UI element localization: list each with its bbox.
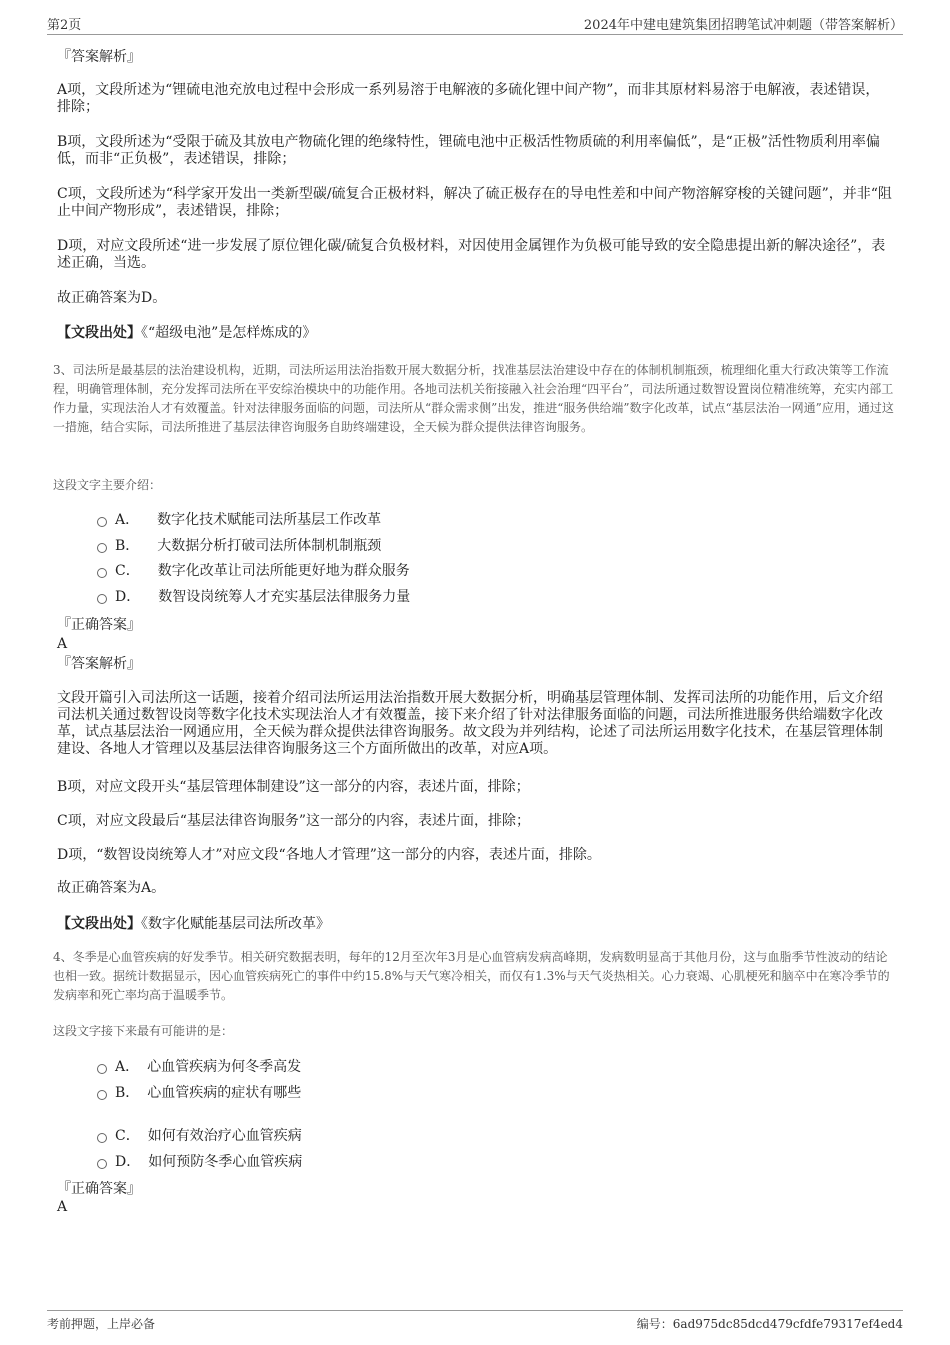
q3-conclusion: 故正确答案为A。 [57, 880, 166, 896]
radio-icon[interactable] [97, 543, 107, 553]
q4-option-b[interactable]: B． 心血管疾病的症状有哪些 [97, 1084, 301, 1102]
q4-option-d[interactable]: D． 如何预防冬季心血管疾病 [97, 1153, 302, 1171]
q2-analysis-a: A项，文段所述为“锂硫电池充放电过程中会形成一系列易溶于电解液的多硫化锂中间产物”，而非其原材料易溶于电解液，表述错误，排除； [57, 82, 880, 115]
radio-icon[interactable] [97, 1133, 107, 1143]
q4-option-c[interactable]: C． 如何有效治疗心血管疾病 [97, 1127, 302, 1145]
q2-analysis-c: C项，文段所述为“科学家开发出一类新型碳/硫复合正极材料，解决了硫正极存在的导电性差和中间产物溶解穿梭的关键问题”，并非“阻止中间产物形成”，表述错误，排除； [57, 186, 892, 219]
document-title: 2024年中建电建筑集团招聘笔试冲刺题（带答案解析） [583, 18, 903, 33]
q2-source [57, 322, 316, 342]
q3-analysis: 文段开篇引入司法所这一话题，接着介绍司法所运用法治指数开展大数据分析，明确基层管理体制、发挥司法所的功能作用，后文介绍司法机关通过数智设岗等数字化技术实现法治人才有效覆盖，接下来介绍了针对法律服务面临的问题，司法所推进服务供给端数字化改革，试点基层法治一网通应用，全天候为群众提供法律咨询服务。故文段为并列结构，论述了司法所运用数字化技术，在基层管理体制建设、各地人才管理以及基层法律咨询服务这三个方面所做出的改革，对应A项。 [57, 690, 883, 757]
q3-analysis-c: C项，对应文段最后“基层法律咨询服务”这一部分的内容，表述片面，排除； [57, 813, 531, 829]
q3-analysis-label: 『答案解析』 [57, 656, 141, 672]
q3-stem: 3、司法所是最基层的法治建设机构，近期，司法所运用法治指数开展大数据分析，找准基层法治建设中存在的体制机制瓶颈，梳理细化重大行政决策等工作流程，明确管理体制，充分发挥司法所在平安综治模块中的功能作用。各地司法机关衔接融入社会治理“四平台”，司法所通过数智设置岗位精准统筹，充实内部工作力量，实现法治人才有效覆盖。针对法律服务面临的问题，司法所从“群众需求侧”出发，推进“服务供给端”数字化改革，试点“基层法治一网通”应用，通过这一措施，结合实际，司法所推进了基层法律咨询服务自助终端建设，全天候为群众提供法律咨询服务。 [53, 363, 894, 434]
q3-source-label: 【文段出处】 [57, 916, 141, 932]
q3-prompt: 这段文字主要介绍： [53, 478, 162, 492]
q3-option-c[interactable]: C． 数字化改革让司法所能更好地为群众服务 [97, 562, 410, 580]
q3-source [57, 913, 330, 933]
q3-source-text: 《数字化赋能基层司法所改革》 [141, 916, 330, 932]
page-footer [47, 1310, 903, 1335]
radio-icon[interactable] [97, 1064, 107, 1074]
q4-stem: 4、冬季是心血管疾病的好发季节。相关研究数据表明，每年的12月至次年3月是心血管病发病高峰期，发病数明显高于其他月份，这与血脂季节性波动的结论也相一致。据统计数据显示，因心血管疾病死亡的事件中约15.8%与天气寒冷相关，而仅有1.3%与天气炎热相关。心力衰竭、心肌梗死和脑卒中在寒冷季节的发病率和死亡率均高于温暖季节。 [53, 950, 890, 1002]
q3-option-b[interactable]: B． 大数据分析打破司法所体制机制瓶颈 [97, 537, 381, 555]
page-header [47, 12, 903, 35]
q4-answer: A [57, 1199, 68, 1215]
q2-source-label: 【文段出处】 [57, 325, 141, 341]
q4-option-a[interactable]: A． 心血管疾病为何冬季高发 [97, 1058, 301, 1076]
q3-analysis-b: B项，对应文段开头“基层管理体制建设”这一部分的内容，表述片面，排除； [57, 779, 530, 795]
page-number: 第2页 [47, 18, 82, 33]
q4-prompt: 这段文字接下来最有可能讲的是： [53, 1024, 234, 1038]
q2-analysis-d: D项，对应文段所述“进一步发展了原位锂化碳/硫复合负极材料，对因使用金属锂作为负极可能导致的安全隐患提出新的解决途径”，表述正确，当选。 [57, 238, 886, 271]
radio-icon[interactable] [97, 1159, 107, 1169]
radio-icon[interactable] [97, 594, 107, 604]
q4-answer-label: 『正确答案』 [57, 1181, 141, 1197]
radio-icon[interactable] [97, 568, 107, 578]
q3-option-a[interactable]: A． 数字化技术赋能司法所基层工作改革 [97, 511, 381, 529]
q3-option-d[interactable]: D． 数智设岗统筹人才充实基层法律服务力量 [97, 588, 410, 606]
q2-source-text: 《“超级电池”是怎样炼成的》 [141, 325, 317, 341]
q3-answer-label: 『正确答案』 [57, 617, 141, 633]
q3-answer: A [57, 636, 68, 652]
q3-analysis-d: D项，“数智设岗统筹人才”对应文段“各地人才管理”这一部分的内容，表述片面，排除。 [57, 847, 601, 863]
radio-icon[interactable] [97, 1090, 107, 1100]
document-code: 编号：6ad975dc85dcd479cfdfe79317ef4ed4 [636, 1317, 903, 1331]
q2-analysis-label: 『答案解析』 [57, 49, 141, 65]
q2-analysis-b: B项，文段所述为“受限于硫及其放电产物硫化锂的绝缘特性，锂硫电池中正极活性物质硫的利用率偏低”，是“正极”活性物质利用率偏低，而非“正负极”，表述错误，排除； [57, 134, 880, 167]
footer-slogan: 考前押题，上岸必备 [47, 1317, 156, 1331]
radio-icon[interactable] [97, 517, 107, 527]
q2-conclusion: 故正确答案为D。 [57, 290, 167, 306]
